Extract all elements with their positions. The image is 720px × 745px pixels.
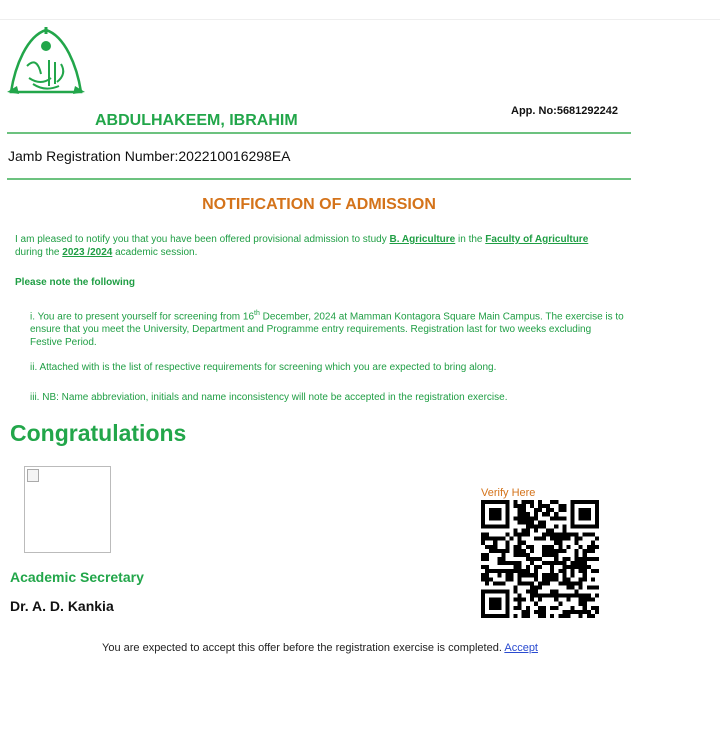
verification-qr-code[interactable] [481,500,599,618]
text: academic session. [112,247,198,258]
university-crest-logo [7,26,85,98]
broken-image-icon [27,469,39,482]
applicant-name: ABDULHAKEEM, IBRAHIM [95,112,298,129]
top-divider [0,19,720,20]
admission-intro [15,233,615,259]
signature-image [24,466,111,553]
footer-notice [0,642,640,654]
text: I am pleased to notify you that you have been offered provisional admission to study [15,234,390,245]
divider [7,178,631,180]
faculty-name: Faculty of Agriculture [485,234,589,245]
footer-text: You are expected to accept this offer before the registration exercise is completed. [102,642,505,654]
signatory-role: Academic Secretary [10,569,144,585]
note-heading: Please note the following [15,277,136,288]
text: in the [455,234,486,245]
divider [7,132,631,134]
congratulations-heading: Congratulations [10,420,187,446]
programme-name: B. Agriculture [389,234,456,245]
signatory-name: Dr. A. D. Kankia [10,598,114,614]
text: i. You are to present yourself for screening from 16 [30,311,255,323]
page-title: NOTIFICATION OF ADMISSION [202,196,436,213]
application-number: App. No:5681292242 [511,105,618,117]
text: during the [15,247,63,258]
superscript: th [254,310,260,317]
verify-label: Verify Here [481,487,536,499]
jamb-registration-number: Jamb Registration Number:202210016298EA [8,148,291,164]
note-item-1 [30,307,625,349]
text: December, 2024 at Mamman Kontagora Square Main Campus. The exercise is to ensure that you meet the University, Department and Programme entry requirements. Registration last for two weeks excluding Festive Period. [30,311,624,349]
note-item-2: ii. Attached with is the list of respective requirements for screening which you are expected to bring along. [30,362,497,373]
session: 2023 /2024 [62,247,113,258]
accept-link[interactable]: Accept [504,642,538,654]
note-item-3: iii. NB: Name abbreviation, initials and name inconsistency will note be accepted in the registration exercise. [30,392,508,403]
